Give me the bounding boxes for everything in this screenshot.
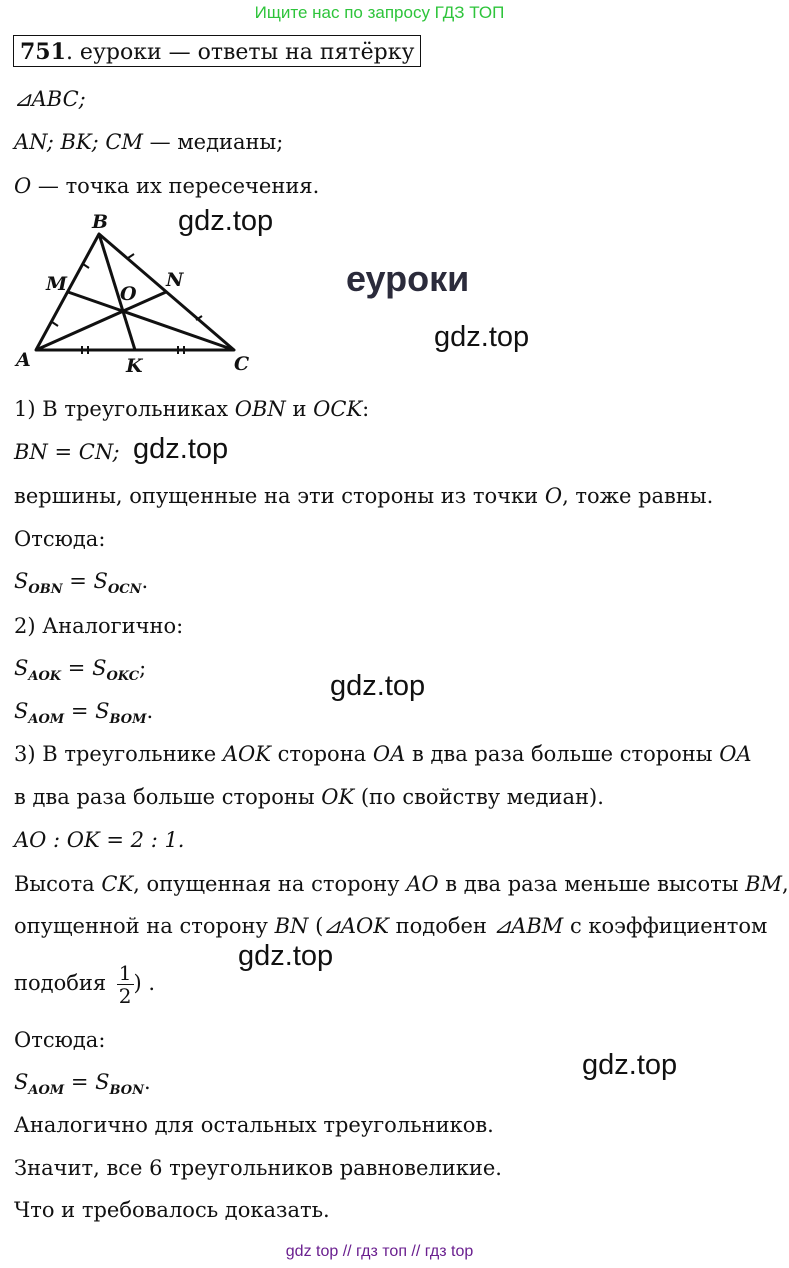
- label-k: K: [126, 355, 143, 377]
- area-equation-4: $S_{AOM} = S_{BON}$.: [14, 1070, 151, 1098]
- ratio-equation: AO : OK = 2 : 1.: [14, 828, 185, 852]
- watermark-gdz: gdz.top: [582, 1049, 678, 1081]
- step-1-heading: 1) В треугольниках OBN и OCK:: [14, 397, 370, 421]
- brand-logo-text: еуроки: [346, 258, 470, 299]
- median-cm: [68, 292, 234, 350]
- hence-label: Отсюда:: [14, 1028, 106, 1052]
- area-equation-1: $S_{OBN} = S_{OCN}$.: [14, 569, 149, 597]
- search-hint-banner: Ищите нас по запросу ГДЗ ТОП: [254, 3, 505, 22]
- footer-links[interactable]: gdz top // гдз топ // гдз top: [285, 1243, 474, 1260]
- given-point: O — точка их пересечения.: [14, 174, 320, 198]
- step-3-continuation: в два раза больше стороны OK (по свойству медиан).: [14, 785, 604, 809]
- step-2-heading: 2) Аналогично:: [14, 614, 184, 638]
- area-equation-2: $S_{AOK} = S_{OKC}$;: [14, 656, 147, 684]
- equation-bn-cn: BN = CN;: [14, 440, 120, 464]
- conclusion-statement: Значит, все 6 треугольников равновеликие.: [14, 1156, 502, 1180]
- given-medians: AN; BK; CM — медианы;: [14, 130, 284, 154]
- height-statement: Высота CK, опущенная на сторону AO в два раза меньше высоты BM,: [14, 872, 789, 896]
- label-b: B: [92, 211, 109, 233]
- fraction-one-half: $\frac{1}{2}$: [118, 961, 132, 1008]
- area-equation-3: $S_{AOM} = S_{BOM}$.: [14, 699, 154, 727]
- label-a: A: [16, 349, 31, 371]
- hence-label: Отсюда:: [14, 527, 106, 551]
- watermark-gdz: gdz.top: [178, 205, 274, 237]
- task-title-text: . еуроки — ответы на пятёрку: [65, 40, 415, 65]
- task-number: 751: [20, 39, 66, 65]
- watermark-gdz: gdz.top: [434, 321, 530, 353]
- label-c: C: [234, 353, 250, 375]
- step-3-heading: 3) В треугольнике AOK сторона OA в два раза больше стороны OA: [14, 742, 752, 766]
- task-title: [13, 35, 421, 67]
- given-triangle: ⊿ABC;: [14, 87, 86, 111]
- similarity-ratio: подобия $\frac{1}{2}$ ) .: [14, 961, 156, 1008]
- watermark-gdz: gdz.top: [238, 940, 334, 972]
- watermark-gdz: gdz.top: [133, 433, 229, 465]
- label-m: M: [46, 273, 68, 295]
- heights-statement: вершины, опущенные на эти стороны из точки O, тоже равны.: [14, 484, 714, 508]
- label-o: O: [120, 283, 137, 305]
- similarity-statement: опущенной на сторону BN (⊿AOK подобен ⊿ABM с коэффициентом: [14, 914, 768, 938]
- watermark-gdz: gdz.top: [330, 670, 426, 702]
- others-statement: Аналогично для остальных треугольников.: [14, 1113, 494, 1137]
- qed-statement: Что и требовалось доказать.: [14, 1198, 330, 1222]
- label-n: N: [166, 269, 184, 291]
